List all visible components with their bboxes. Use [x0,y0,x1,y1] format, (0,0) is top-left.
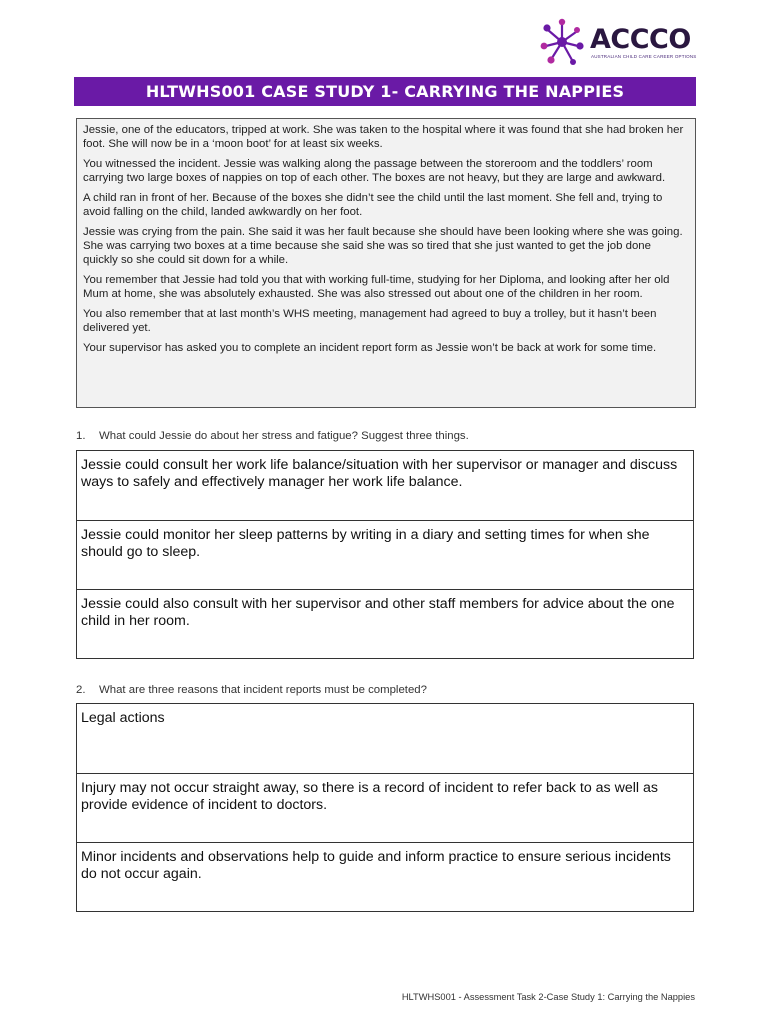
answer-table-1 [76,450,694,659]
question-text: What are three reasons that incident reports must be completed? [99,684,427,696]
case-study-paragraph: Your supervisor has asked you to complete an incident report form as Jessie won’t be back at work for some time. [83,342,657,354]
question-number: 1. [76,430,86,442]
case-study-paragraph: Jessie, one of the educators, tripped at work. She was taken to the hospital where it was found that she had broken her foot. She will now be in a ‘moon boot’ for at least six weeks. [83,124,684,150]
answer-field[interactable]: Jessie could also consult with her supervisor and other staff members for advice about the one child in her room. [77,589,693,658]
answer-field[interactable]: Minor incidents and observations help to guide and inform practice to ensure serious incidents do not occur again. [77,842,693,911]
logo-mark-icon [540,16,588,70]
logo-wordmark: ACCCO [590,24,691,55]
logo-tagline: AUSTRALIAN CHILD CARE CAREER OPTIONS [591,54,697,59]
question-number: 2. [76,684,86,696]
question-1 [76,430,469,442]
answer-field[interactable]: Legal actions [81,710,165,726]
case-study-box [76,118,696,408]
answer-table-2 [76,703,694,912]
case-study-paragraph: Jessie was crying from the pain. She said it was her fault because she should have been looking where she was going. She was carrying two boxes at a time because she said she was so tired that she just wanted to get the job done quickly so she could sit down for a while. [83,226,683,266]
case-study-paragraph: You remember that Jessie had told you that with working full-time, studying for her Diploma, and looking after her old Mum at home, she was absolutely exhausted. She was also stressed out about one of the children in her room. [83,274,670,300]
answer-field[interactable]: Injury may not occur straight away, so there is a record of incident to refer back to as well as provide evidence of incident to doctors. [77,773,693,842]
answer-field[interactable]: Jessie could consult her work life balance/situation with her supervisor or manager and discuss ways to safely and effectively manager her work life balance. [81,457,678,490]
page-footer: HLTWHS001 - Assessment Task 2-Case Study 1: Carrying the Nappies [401,992,695,1002]
accco-logo [540,16,697,70]
case-study-paragraph: A child ran in front of her. Because of the boxes she didn’t see the child until the last moment. She fell and, trying to avoid falling on the child, landed awkwardly on her foot. [83,192,663,218]
case-study-paragraph: You witnessed the incident. Jessie was walking along the passage between the storeroom and the toddlers’ room carrying two large boxes of nappies on top of each other. The boxes are not heavy, but they are large and awkward. [83,158,666,184]
answer-field[interactable]: Jessie could monitor her sleep patterns by writing in a diary and setting times for when she should go to sleep. [77,520,693,589]
document-title: HLTWHS001 CASE STUDY 1- CARRYING THE NAPPIES [74,77,696,106]
question-text: What could Jessie do about her stress and fatigue? Suggest three things. [99,430,469,442]
question-2 [76,684,427,696]
case-study-paragraph: You also remember that at last month’s WHS meeting, management had agreed to buy a trolley, but it hasn’t been delivered yet. [83,308,657,334]
